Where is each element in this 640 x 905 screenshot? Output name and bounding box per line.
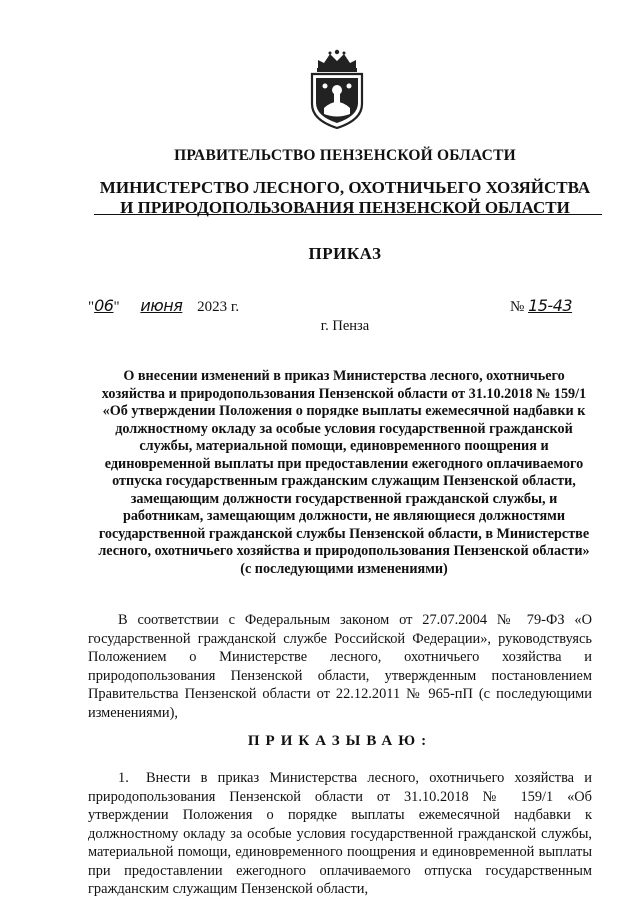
order-item-1 (88, 769, 592, 899)
order-directive-word: ПРИКАЗЫВАЮ: (247, 733, 433, 749)
order-date: "06" июня 2023 г. (88, 296, 240, 315)
date-month: июня (140, 296, 183, 315)
order-item-number: 1. (118, 770, 129, 786)
order-number (510, 296, 572, 316)
number-value: 15-43 (528, 296, 573, 315)
date-day: 06 (94, 296, 114, 315)
government-title: ПРАВИТЕЛЬСТВО ПЕНЗЕНСКОЙ ОБЛАСТИ (174, 147, 516, 164)
document-type: ПРИКАЗ (308, 244, 382, 263)
preamble-paragraph: В соответствии с Федеральным законом от 27.07.2004 № 79-ФЗ «О государственной гражданской службе Российской Федерации», руководствуясь Положением о Министерстве лесного, охотничьего хозяйства и природопользования Пензенской области, утвержденным постановлением Правительства Пензенской области от 22.12.2011 № 965-пП (с последующими изменениями), (88, 612, 592, 721)
ministry-title (0, 178, 640, 218)
date-year: 2023 г. (197, 299, 240, 315)
coat-of-arms-icon (304, 46, 370, 130)
order-item-text: Внести в приказ Министерства лесного, охотничьего хозяйства и природопользования Пензенской области от 31.10.2018 № 159/1 «Об утверждении Положения о порядке выплаты ежемесячной надбавки к должностному окладу за особые условия государственной гражданской службы, материальной помощи, единовременного поощрения и единовременной выплаты при предоставлении ежегодного оплачиваемого отпуска государственным гражданским служащим Пензенской области, (88, 770, 592, 897)
order-subject: О внесении изменений в приказ Министерства лесного, охотничьего хозяйства и природопользования Пензенской области от 31.10.2018 № 159/1 «Об утверждении Положения о порядке выплаты ежемесячной надбавки к должностному окладу за особые условия государственной гражданской службы, материальной помощи, единовременного поощрения и единовременной выплаты при предоставлении ежегодного оплачиваемого отпуска государственным гражданским служащим Пензенской области, замещающим должности государственной гражданской службы, и работникам, замещающим должности, не являющиеся должностями государственной гражданской службы Пензенской области, в Министерстве лесного, охотничьего хозяйства и природопользования Пензенской области» (с последующими изменениями) (98, 368, 590, 577)
city: г. Пенза (320, 318, 370, 334)
number-prefix: № (510, 299, 525, 315)
header-divider (94, 214, 602, 215)
ministry-title-line2: И ПРИРОДОПОЛЬЗОВАНИЯ ПЕНЗЕНСКОЙ ОБЛАСТИ (120, 198, 570, 217)
ministry-title-line1: МИНИСТЕРСТВО ЛЕСНОГО, ОХОТНИЧЬЕГО ХОЗЯЙСТВА (99, 178, 591, 197)
